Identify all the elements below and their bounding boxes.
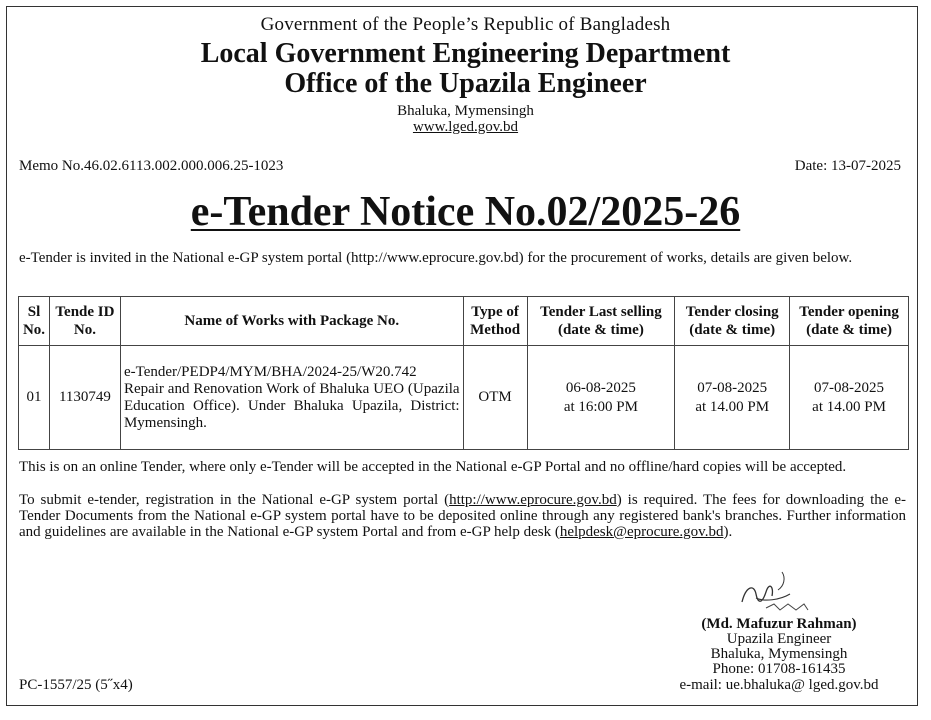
header-opening: Tender opening (date & time) <box>790 297 909 346</box>
cell-closing <box>675 346 790 450</box>
submission-text-start: To submit e-tender, registration in the National e-GP system portal ( <box>19 492 450 508</box>
selling-time: at 16:00 PM <box>563 398 638 415</box>
header-works: Name of Works with Package No. <box>120 297 463 346</box>
cell-last-selling <box>527 346 675 450</box>
government-line: Government of the People’s Republic of Bangladesh <box>260 14 671 35</box>
header-method: Type of Method <box>463 297 527 346</box>
tender-table <box>18 296 909 450</box>
closing-time: at 14.00 PM <box>695 398 770 415</box>
opening-date: 07-08-2025 <box>814 379 885 396</box>
office-name: Office of the Upazila Engineer <box>284 68 647 99</box>
submission-note <box>19 492 906 540</box>
submission-text-middle: ) is required. The fees for downloading the e-Tender Documents from the National e-GP system portal have to be deposited online through any registered bank's branches. Further information and guidelines are available in the National e-GP system Portal and from e-GP help desk ( <box>19 492 906 540</box>
cell-works: e-Tender/PEDP4/MYM/BHA/2024-25/W20.742 Repair and Renovation Work of Bhaluka UEO (Upazila Education Office). Under Bhaluka Upazila, District: Mymensingh. <box>120 346 463 450</box>
table-row <box>19 346 909 450</box>
cell-sl: 01 <box>19 346 50 450</box>
intro-paragraph: e-Tender is invited in the National e-GP system portal (http://www.eprocure.gov.bd) for the procurement of works, details are given below. <box>19 250 853 266</box>
submission-text-end: ). <box>723 524 733 540</box>
signatory-phone: Phone: 01708-161435 <box>712 661 846 677</box>
signatory-location: Bhaluka, Mymensingh <box>710 646 848 662</box>
signature-mark <box>736 568 812 616</box>
header-sl: Sl No. <box>19 297 50 346</box>
website-link[interactable]: www.lged.gov.bd <box>412 119 519 135</box>
header-last-selling: Tender Last selling (date & time) <box>527 297 675 346</box>
helpdesk-email-link[interactable]: helpdesk@eprocure.gov.bd <box>559 524 724 540</box>
office-location: Bhaluka, Mymensingh <box>397 103 534 119</box>
online-only-note: This is on an online Tender, where only e-Tender will be accepted in the National e-GP Portal and no offline/hard copies will be accepted. <box>19 459 847 475</box>
eprocure-link[interactable]: http://www.eprocure.gov.bd <box>449 492 617 508</box>
header-closing: Tender closing (date & time) <box>675 297 790 346</box>
cell-opening <box>790 346 909 450</box>
header-tender-id: Tende ID No. <box>49 297 120 346</box>
print-code: PC-1557/25 (5˝x4) <box>19 677 133 693</box>
notice-title: e-Tender Notice No.02/2025-26 <box>190 189 741 235</box>
signatory-email: e-mail: ue.bhaluka@ lged.gov.bd <box>679 677 879 693</box>
signatory-designation: Upazila Engineer <box>726 631 832 647</box>
cell-method: OTM <box>463 346 527 450</box>
opening-time: at 14.00 PM <box>812 398 886 415</box>
department-name: Local Government Engineering Department <box>200 38 731 69</box>
memo-number: Memo No.46.02.6113.002.000.006.25-1023 <box>19 158 284 174</box>
cell-tender-id: 1130749 <box>49 346 120 450</box>
selling-date: 06-08-2025 <box>565 379 636 396</box>
closing-date: 07-08-2025 <box>697 379 768 396</box>
signatory-name: (Md. Mafuzur Rahman) <box>701 616 857 632</box>
table-header-row <box>19 297 909 346</box>
memo-date: Date: 13-07-2025 <box>794 158 901 174</box>
